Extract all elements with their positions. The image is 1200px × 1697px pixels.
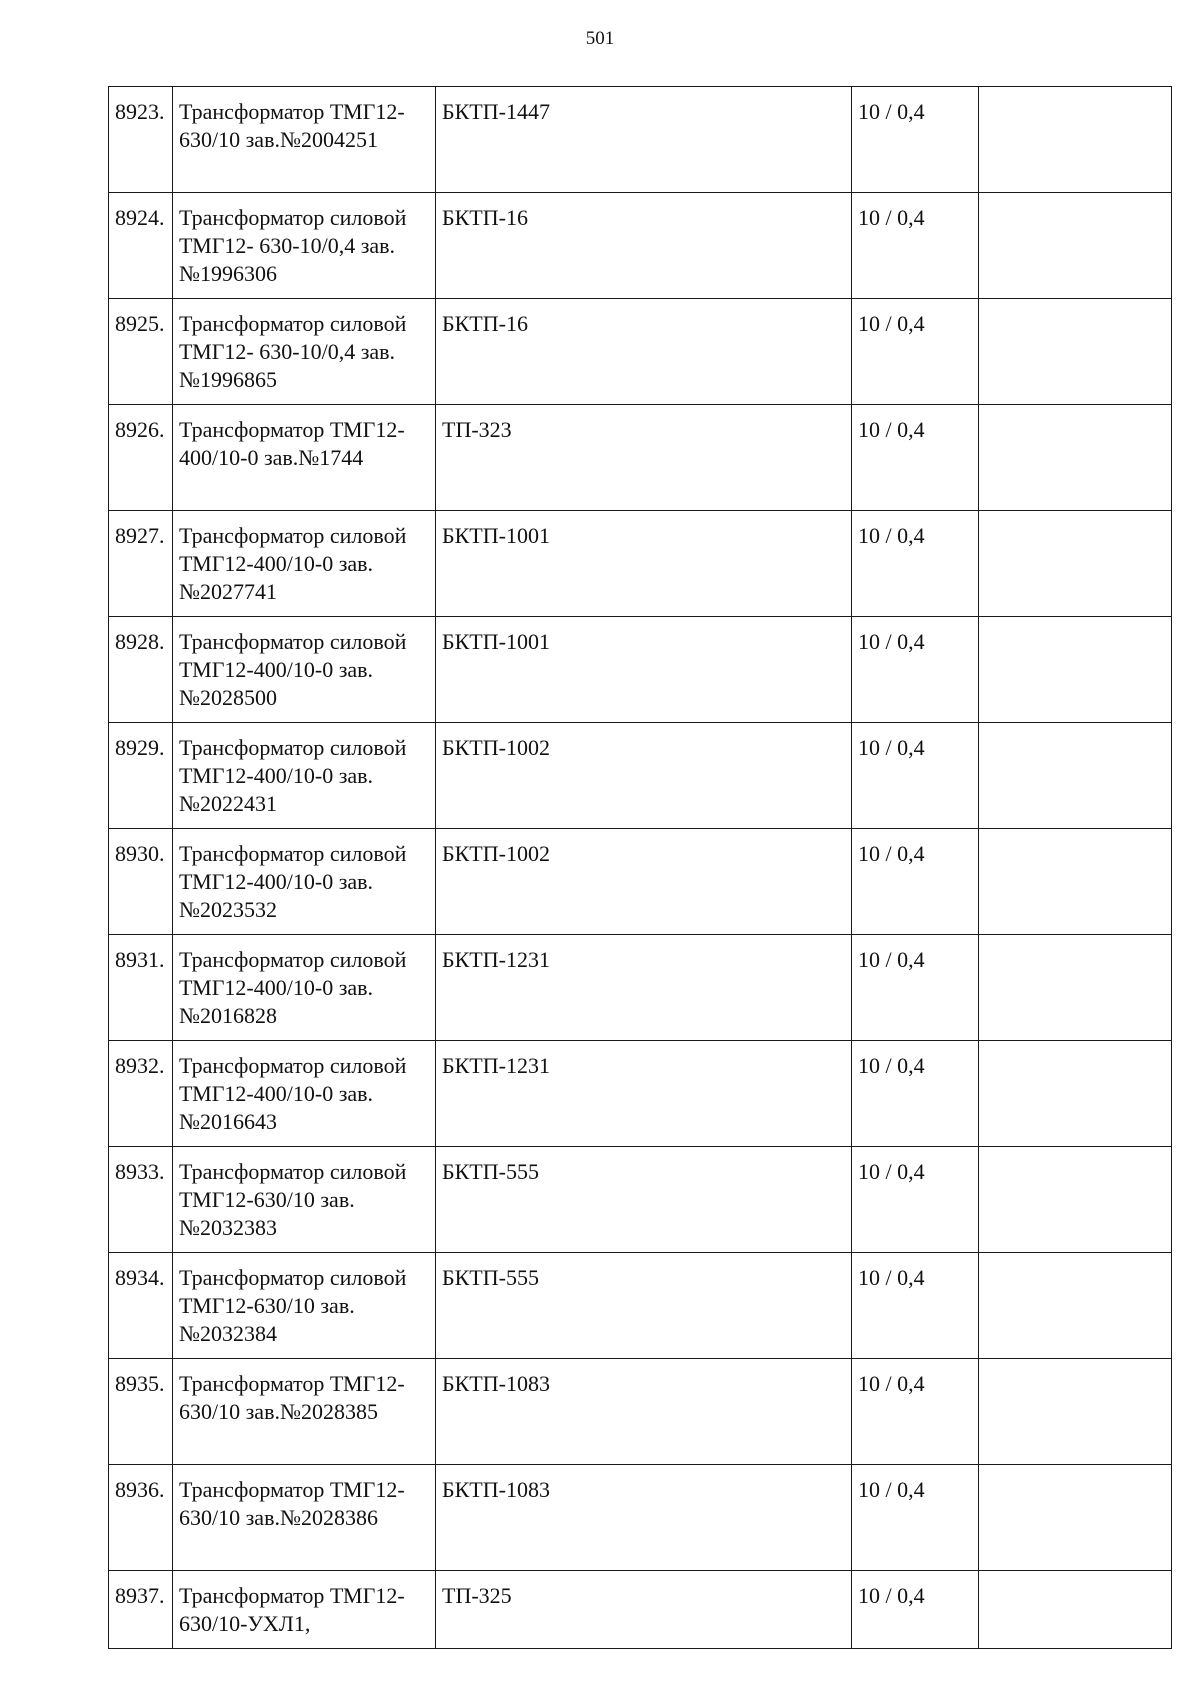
item-number-cell: 8932. [109, 1041, 173, 1147]
notes-cell [979, 829, 1172, 935]
table-body [109, 87, 1172, 1649]
table-row [109, 511, 1172, 617]
item-number-cell: 8931. [109, 935, 173, 1041]
notes-cell [979, 935, 1172, 1041]
installation-place-cell: БКТП-1447 [436, 87, 852, 193]
installation-place-cell: БКТП-16 [436, 299, 852, 405]
notes-cell [979, 617, 1172, 723]
table-row [109, 299, 1172, 405]
item-number-cell: 8930. [109, 829, 173, 935]
table-row [109, 193, 1172, 299]
installation-place-cell: БКТП-555 [436, 1147, 852, 1253]
notes-cell [979, 1359, 1172, 1465]
voltage-cell: 10 / 0,4 [852, 1253, 979, 1359]
equipment-name-cell: Трансформатор силовой ТМГ12-630/10 зав. №2032384 [173, 1253, 436, 1359]
page-number: 501 [585, 28, 615, 49]
voltage-cell: 10 / 0,4 [852, 87, 979, 193]
voltage-cell: 10 / 0,4 [852, 299, 979, 405]
voltage-cell: 10 / 0,4 [852, 1359, 979, 1465]
item-number-cell: 8927. [109, 511, 173, 617]
table-row [109, 87, 1172, 193]
item-number-cell: 8936. [109, 1465, 173, 1571]
voltage-cell: 10 / 0,4 [852, 511, 979, 617]
equipment-name-cell: Трансформатор силовой ТМГ12-400/10-0 зав. №2023532 [173, 829, 436, 935]
item-number-cell: 8925. [109, 299, 173, 405]
table-row [109, 1359, 1172, 1465]
item-number-cell: 8929. [109, 723, 173, 829]
notes-cell [979, 1571, 1172, 1649]
equipment-name-cell: Трансформатор ТМГ12-630/10 зав.№2028386 [173, 1465, 436, 1571]
item-number-cell: 8933. [109, 1147, 173, 1253]
voltage-cell: 10 / 0,4 [852, 405, 979, 511]
voltage-cell: 10 / 0,4 [852, 1147, 979, 1253]
equipment-name-cell: Трансформатор силовой ТМГ12-400/10-0 зав. №2016828 [173, 935, 436, 1041]
equipment-name-cell: Трансформатор силовой ТМГ12-400/10-0 зав. №2028500 [173, 617, 436, 723]
equipment-name-cell: Трансформатор силовой ТМГ12- 630-10/0,4 зав.№1996865 [173, 299, 436, 405]
equipment-name-cell: Трансформатор силовой ТМГ12-400/10-0 зав. №2027741 [173, 511, 436, 617]
installation-place-cell: БКТП-1001 [436, 511, 852, 617]
table-row [109, 1147, 1172, 1253]
table-row [109, 1465, 1172, 1571]
notes-cell [979, 511, 1172, 617]
item-number-cell: 8935. [109, 1359, 173, 1465]
table-row [109, 723, 1172, 829]
notes-cell [979, 1147, 1172, 1253]
equipment-name-cell: Трансформатор ТМГ12-400/10-0 зав.№1744 [173, 405, 436, 511]
notes-cell [979, 193, 1172, 299]
voltage-cell: 10 / 0,4 [852, 1571, 979, 1649]
table-row [109, 935, 1172, 1041]
voltage-cell: 10 / 0,4 [852, 1465, 979, 1571]
installation-place-cell: БКТП-1002 [436, 829, 852, 935]
installation-place-cell: БКТП-1002 [436, 723, 852, 829]
voltage-cell: 10 / 0,4 [852, 829, 979, 935]
table-row [109, 829, 1172, 935]
equipment-name-cell: Трансформатор силовой ТМГ12-630/10 зав. №2032383 [173, 1147, 436, 1253]
installation-place-cell: БКТП-1231 [436, 935, 852, 1041]
voltage-cell: 10 / 0,4 [852, 723, 979, 829]
equipment-name-cell: Трансформатор ТМГ12-630/10 зав.№2028385 [173, 1359, 436, 1465]
notes-cell [979, 1041, 1172, 1147]
table-row [109, 1041, 1172, 1147]
installation-place-cell: ТП-323 [436, 405, 852, 511]
voltage-cell: 10 / 0,4 [852, 1041, 979, 1147]
item-number-cell: 8937. [109, 1571, 173, 1649]
item-number-cell: 8934. [109, 1253, 173, 1359]
equipment-table [108, 86, 1172, 1649]
item-number-cell: 8926. [109, 405, 173, 511]
notes-cell [979, 1465, 1172, 1571]
notes-cell [979, 299, 1172, 405]
installation-place-cell: ТП-325 [436, 1571, 852, 1649]
installation-place-cell: БКТП-1083 [436, 1359, 852, 1465]
table-row [109, 1571, 1172, 1649]
table-row [109, 617, 1172, 723]
item-number-cell: 8923. [109, 87, 173, 193]
installation-place-cell: БКТП-16 [436, 193, 852, 299]
table-row [109, 405, 1172, 511]
voltage-cell: 10 / 0,4 [852, 193, 979, 299]
notes-cell [979, 723, 1172, 829]
equipment-name-cell: Трансформатор силовой ТМГ12-400/10-0 зав. №2016643 [173, 1041, 436, 1147]
voltage-cell: 10 / 0,4 [852, 935, 979, 1041]
table-row [109, 1253, 1172, 1359]
equipment-name-cell: Трансформатор силовой ТМГ12- 630-10/0,4 зав.№1996306 [173, 193, 436, 299]
installation-place-cell: БКТП-1083 [436, 1465, 852, 1571]
installation-place-cell: БКТП-1001 [436, 617, 852, 723]
installation-place-cell: БКТП-1231 [436, 1041, 852, 1147]
voltage-cell: 10 / 0,4 [852, 617, 979, 723]
equipment-name-cell: Трансформатор силовой ТМГ12-400/10-0 зав. №2022431 [173, 723, 436, 829]
installation-place-cell: БКТП-555 [436, 1253, 852, 1359]
notes-cell [979, 405, 1172, 511]
notes-cell [979, 87, 1172, 193]
item-number-cell: 8924. [109, 193, 173, 299]
equipment-name-cell: Трансформатор ТМГ12-630/10 зав.№2004251 [173, 87, 436, 193]
equipment-name-cell: Трансформатор ТМГ12-630/10-УХЛ1, [173, 1571, 436, 1649]
notes-cell [979, 1253, 1172, 1359]
item-number-cell: 8928. [109, 617, 173, 723]
